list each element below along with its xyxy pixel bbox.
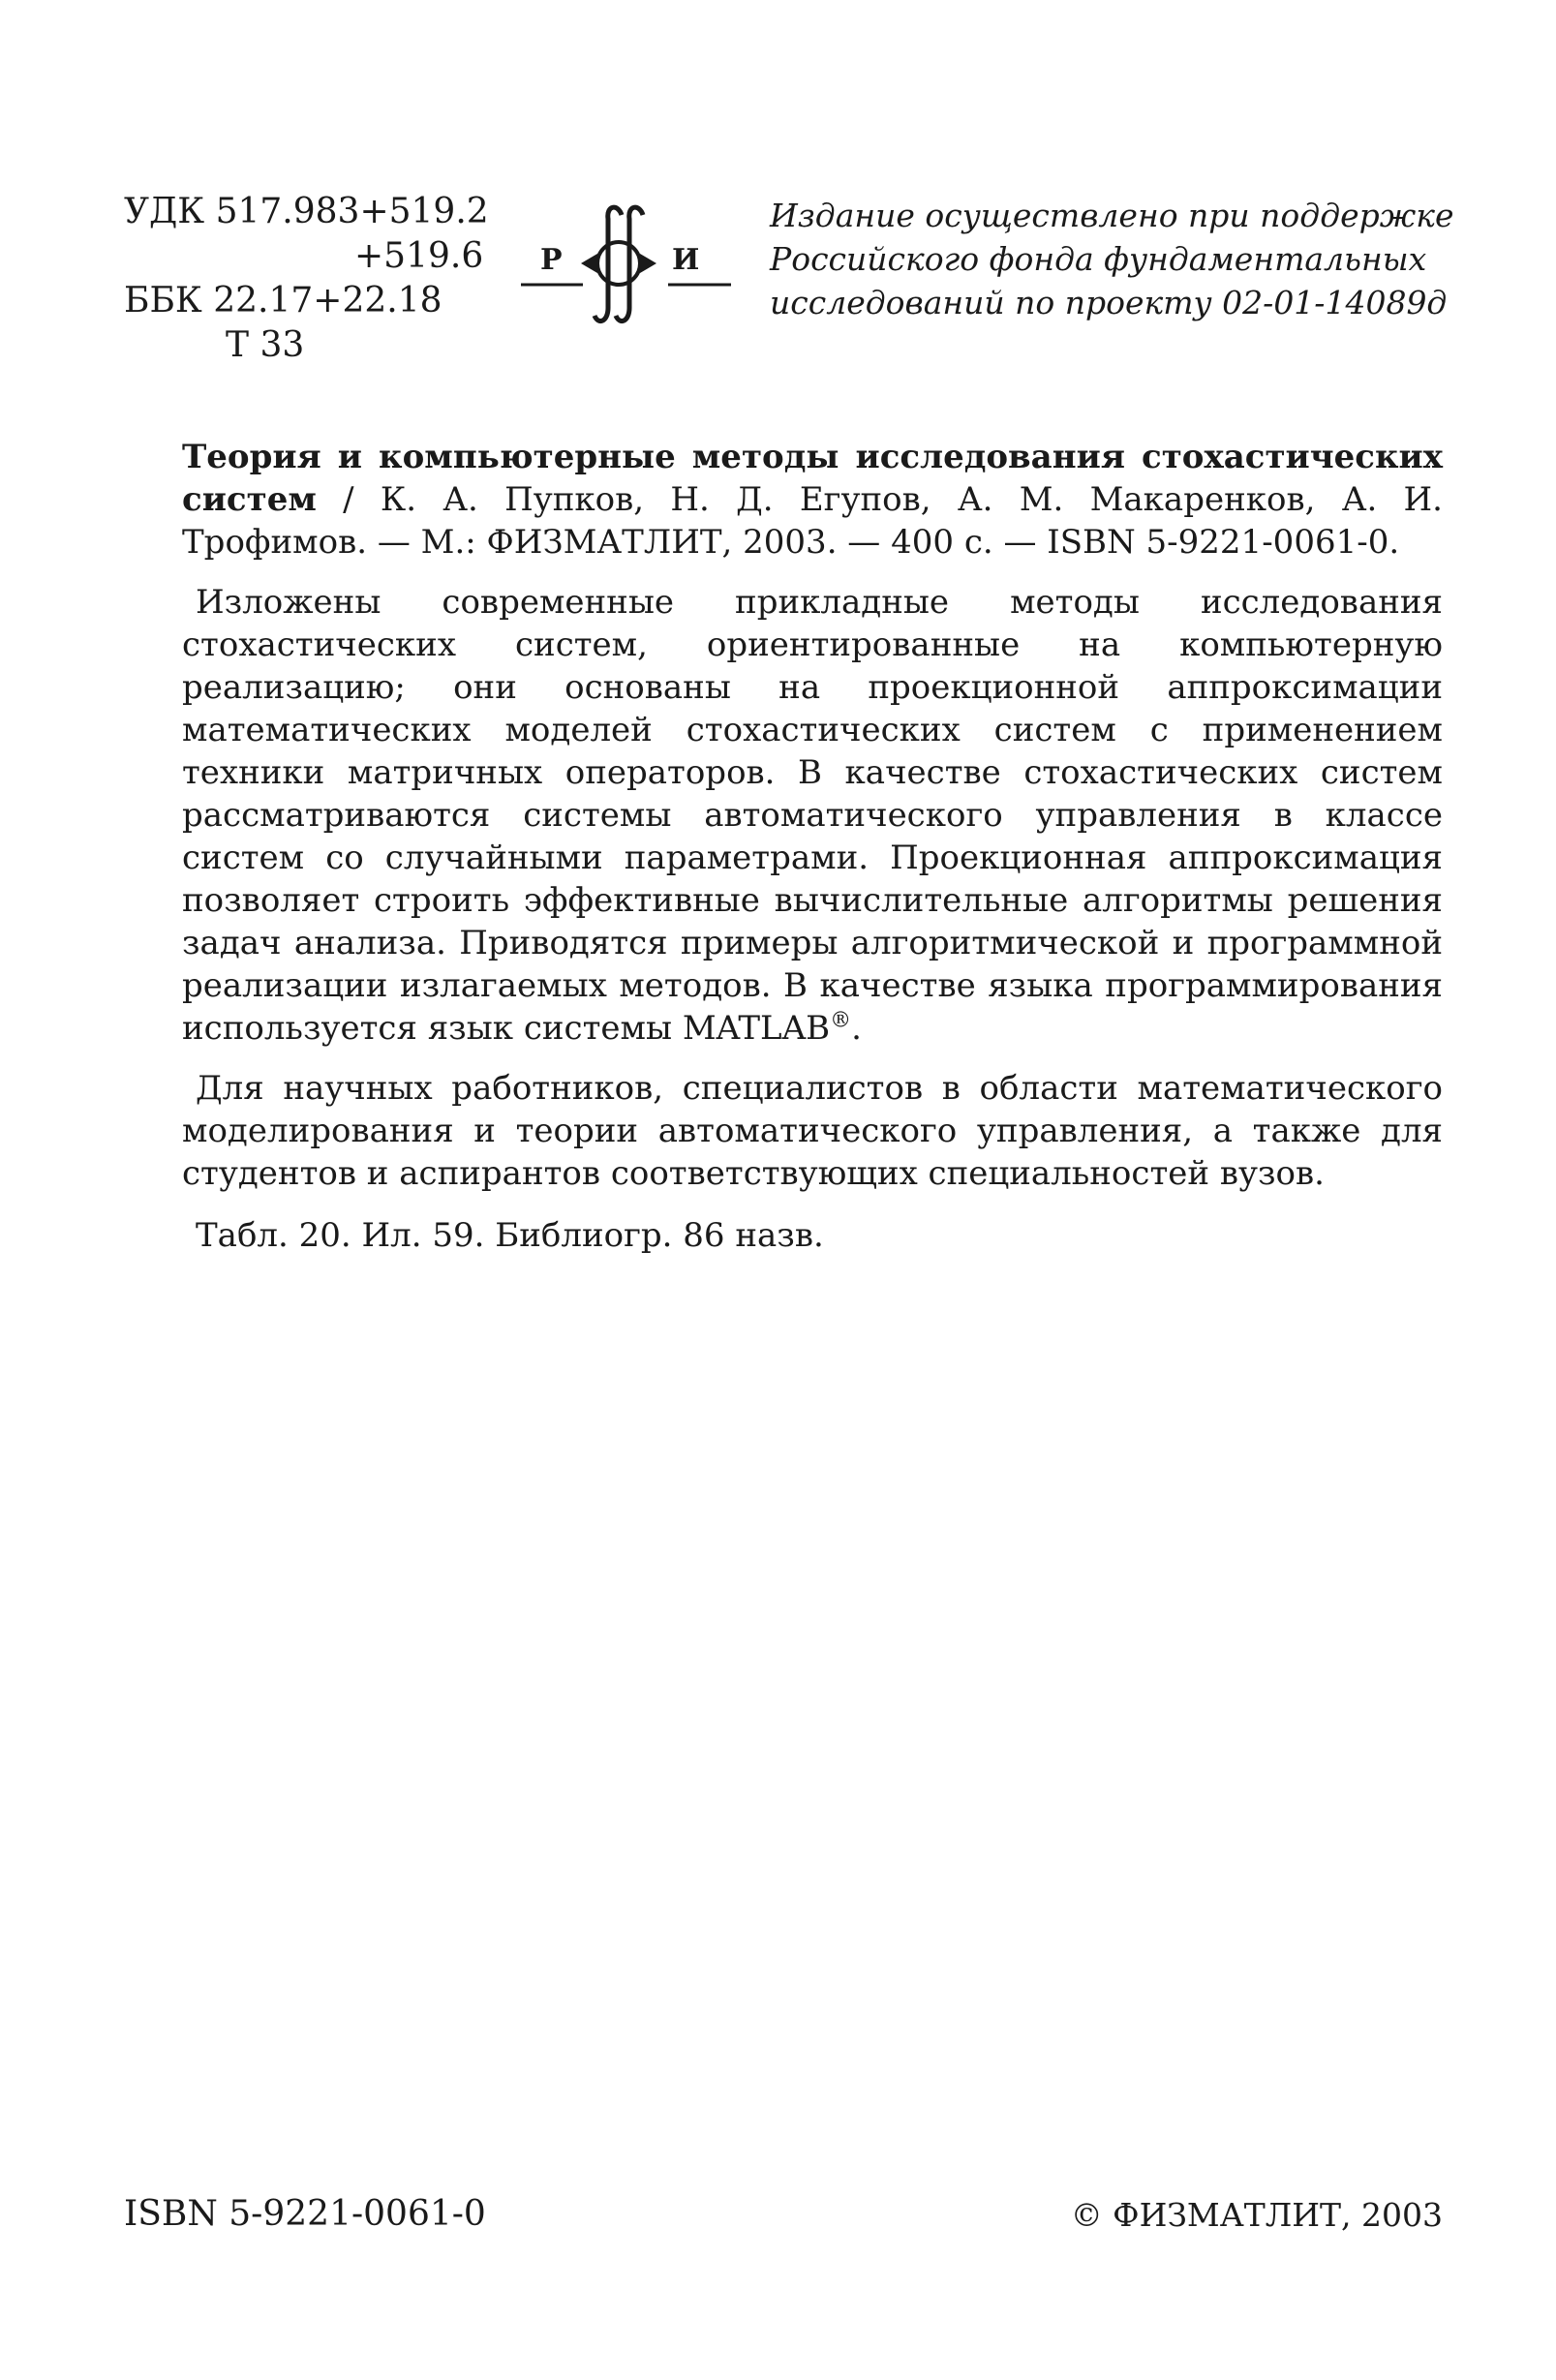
book-title: Теория и компьютерные методы исследования стохастических систем (182, 438, 1443, 519)
classification-block (124, 190, 489, 368)
funding-note-line1: Издание осуществлено при поддержке (770, 197, 1454, 234)
book-reference (182, 436, 1443, 564)
funding-note-line3: исследований по проекту 02-01-14089д (770, 284, 1448, 321)
bbk-code: ББК 22.17+22.18 (124, 281, 442, 320)
logo-arrow-left (581, 254, 597, 273)
registered-mark: ® (830, 1008, 852, 1033)
footer-copyright: © ФИЗМАТЛИТ, 2003 (1070, 2196, 1443, 2234)
logo-arrow-right (640, 254, 656, 273)
funding-note-line2: Российского фонда фундаментальных (770, 240, 1427, 278)
abstract-paragraph-1-text: Изложены современные прикладные методы исследования стохастических систем, ориентированные на компьютерную реализацию; они основаны на проекционной аппроксимации математических моделей стохастических систем с применением техники матричных операторов. В качестве стохастических систем рассматриваются системы автоматического управления в классе систем со случайными параметрами. Проекционная аппроксимация позволяет строить эффективные вычислительные алгоритмы решения задач анализа. Приводятся примеры алгоритмической и программной реализации излагаемых методов. В качестве языка программирования используется язык системы MATLAB (182, 583, 1443, 1048)
udk-code-continuation: +519.6 (354, 236, 484, 276)
book-reference-details: / К. А. Пупков, Н. Д. Егупов, А. М. Макаренков, А. И. Трофимов. — М.: ФИЗМАТЛИТ, 2003. — 400 с. — ISBN 5-9221-0061-0. (182, 480, 1443, 562)
abstract-paragraph-1 (182, 581, 1443, 1050)
rffi-logo (513, 194, 741, 339)
abstract-paragraph-1-end: . (851, 1009, 862, 1048)
logo-letter-right: И (672, 243, 700, 277)
funding-note (770, 194, 1454, 324)
abstract-paragraph-2: Для научных работников, специалистов в области математического моделирования и теории автоматического управления, а также для студентов и аспирантов соответствующих специальностей вузов. (182, 1069, 1443, 1193)
footer-isbn: ISBN 5-9221-0061-0 (124, 2194, 486, 2234)
udk-code: УДК 517.983+519.2 (124, 192, 489, 231)
logo-contour-circle (597, 242, 640, 285)
book-stats: Табл. 20. Ил. 59. Библиогр. 86 назв. (196, 1216, 824, 1255)
logo-letter-left: Р (540, 243, 563, 277)
bibliographic-description (182, 436, 1443, 1257)
author-mark: Т 33 (226, 325, 305, 365)
